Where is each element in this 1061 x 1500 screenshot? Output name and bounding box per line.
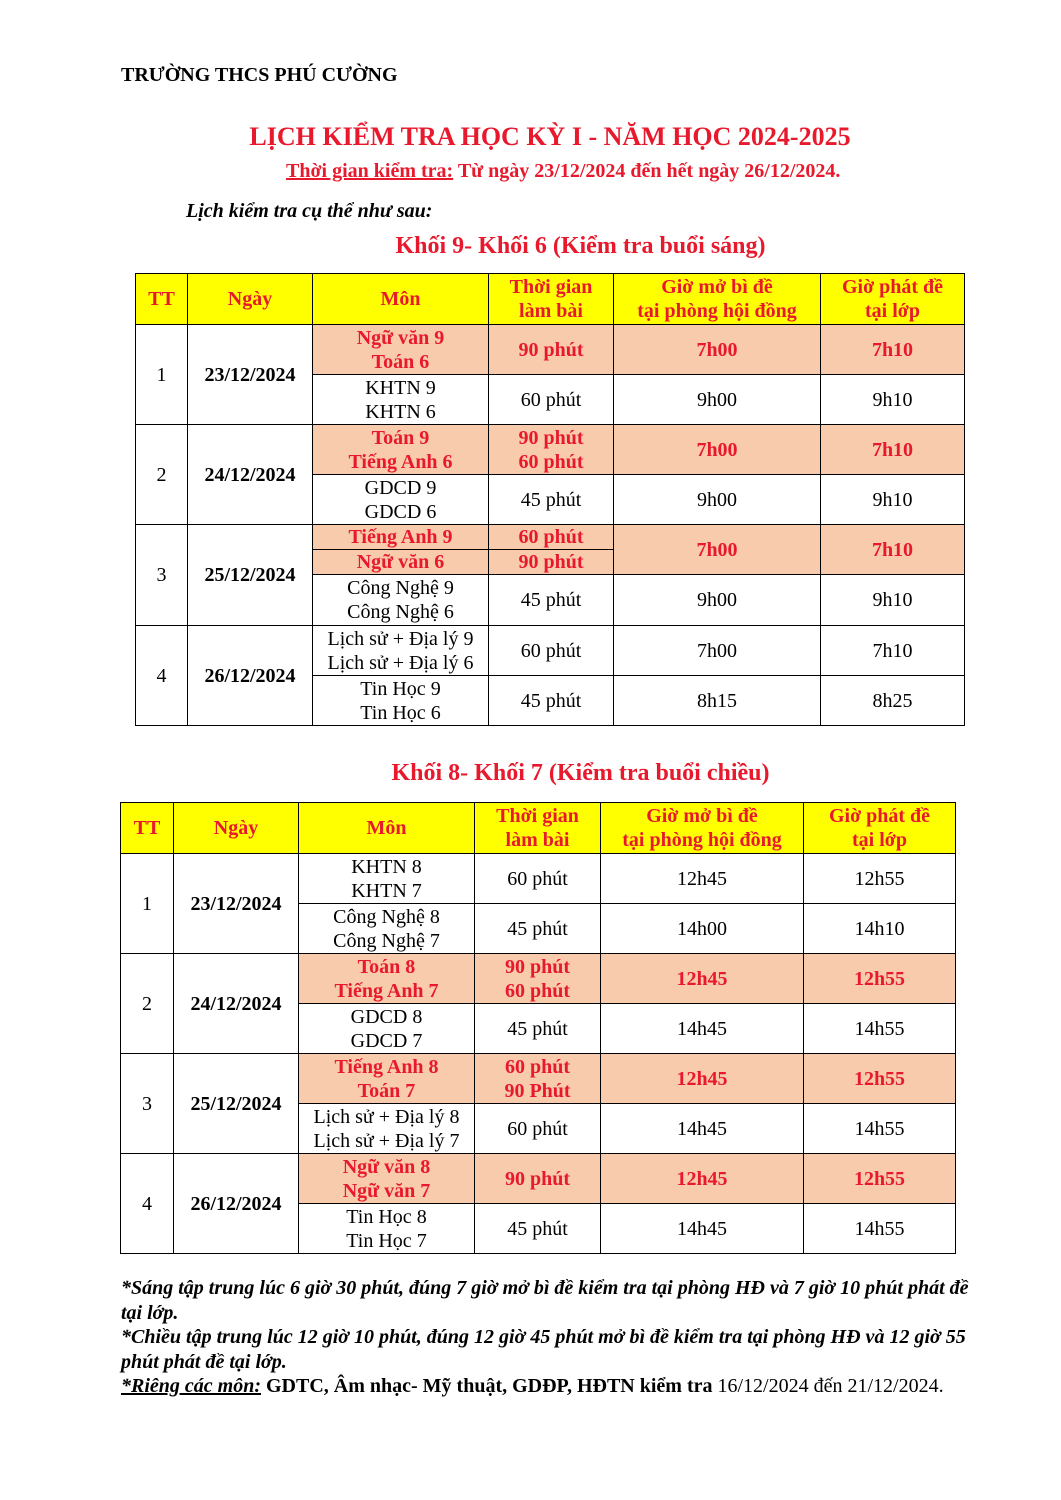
- table-row: [121, 1154, 956, 1204]
- subject-cell: Tiếng Anh 8 Toán 7: [299, 1054, 475, 1104]
- row-date: 24/12/2024: [174, 954, 299, 1054]
- afternoon-schedule-table: [120, 802, 956, 1254]
- open-time-cell: 12h45: [601, 954, 804, 1004]
- row-date: 25/12/2024: [188, 525, 313, 626]
- row-date: 24/12/2024: [188, 425, 313, 525]
- page-title: LỊCH KIỂM TRA HỌC KỲ I - NĂM HỌC 2024-2025: [249, 122, 851, 151]
- table-row: [136, 325, 965, 375]
- duration-cell: 60 phút: [489, 525, 614, 550]
- open-time-cell: 12h45: [601, 1154, 804, 1204]
- table-header-row: [136, 274, 965, 325]
- open-time-cell: 14h45: [601, 1104, 804, 1154]
- subject-cell: KHTN 9 KHTN 6: [313, 375, 489, 425]
- row-date: 26/12/2024: [174, 1154, 299, 1254]
- note-special: [121, 1374, 979, 1399]
- school-name: TRƯỜNG THCS PHÚ CƯỜNG: [121, 64, 398, 86]
- issue-time-cell: 14h55: [804, 1204, 956, 1254]
- note-special-label: *Riêng các môn:: [121, 1375, 261, 1397]
- row-date: 25/12/2024: [174, 1054, 299, 1154]
- open-time-cell: 9h00: [614, 575, 821, 626]
- open-time-cell: 9h00: [614, 375, 821, 425]
- subject-cell: Lịch sử + Địa lý 9 Lịch sử + Địa lý 6: [313, 626, 489, 676]
- table-row: [136, 626, 965, 676]
- open-time-cell: 8h15: [614, 676, 821, 726]
- header-open-time: Giờ mở bì đề tại phòng hội đồng: [601, 803, 804, 854]
- table-row: [136, 525, 965, 550]
- duration-cell: 45 phút: [475, 1204, 601, 1254]
- duration-cell: 60 phút: [489, 626, 614, 676]
- header-day: Ngày: [174, 803, 299, 854]
- subject-cell: KHTN 8 KHTN 7: [299, 854, 475, 904]
- header-issue-time: Giờ phát đề tại lớp: [821, 274, 965, 325]
- header-duration: Thời gian làm bài: [489, 274, 614, 325]
- table-row: [136, 425, 965, 475]
- duration-cell: 90 phút: [475, 1154, 601, 1204]
- table-row: [121, 954, 956, 1004]
- row-date: 23/12/2024: [188, 325, 313, 425]
- header-day: Ngày: [188, 274, 313, 325]
- issue-time-cell: 7h10: [821, 525, 965, 575]
- row-number: 3: [136, 525, 188, 626]
- subject-cell: Ngữ văn 9 Toán 6: [313, 325, 489, 375]
- table-row: [121, 854, 956, 904]
- header-open-time: Giờ mở bì đề tại phòng hội đồng: [614, 274, 821, 325]
- afternoon-section-title: Khối 8- Khối 7 (Kiểm tra buổi chiều): [391, 760, 770, 786]
- issue-time-cell: 14h10: [804, 904, 956, 954]
- table-row: [121, 1054, 956, 1104]
- note-special-subjects: GDTC, Âm nhạc- Mỹ thuật, GDĐP, HĐTN kiểm tra: [261, 1375, 713, 1397]
- duration-cell: 60 phút: [475, 1104, 601, 1154]
- subject-cell: Ngữ văn 8 Ngữ văn 7: [299, 1154, 475, 1204]
- exam-period: [286, 160, 840, 183]
- note-afternoon: *Chiều tập trung lúc 12 giờ 10 phút, đúng 12 giờ 45 phút mở bì đề kiểm tra tại phòng HĐ và 12 giờ 55 phút phát đề tại lớp.: [121, 1326, 966, 1373]
- morning-section-title: Khối 9- Khối 6 (Kiểm tra buổi sáng): [395, 233, 766, 259]
- issue-time-cell: 12h55: [804, 954, 956, 1004]
- notes: [121, 1276, 979, 1399]
- open-time-cell: 7h00: [614, 325, 821, 375]
- issue-time-cell: 7h10: [821, 626, 965, 676]
- table-header-row: [121, 803, 956, 854]
- subject-cell: Ngữ văn 6: [313, 550, 489, 575]
- note-morning: *Sáng tập trung lúc 6 giờ 30 phút, đúng 7 giờ mở bì đề kiểm tra tại phòng HĐ và 7 giờ 10 phút phát đề tại lớp.: [121, 1277, 969, 1324]
- row-number: 1: [136, 325, 188, 425]
- duration-cell: 60 phút 90 Phút: [475, 1054, 601, 1104]
- row-date: 26/12/2024: [188, 626, 313, 726]
- open-time-cell: 14h00: [601, 904, 804, 954]
- open-time-cell: 14h45: [601, 1004, 804, 1054]
- header-tt: TT: [121, 803, 174, 854]
- issue-time-cell: 9h10: [821, 375, 965, 425]
- open-time-cell: 7h00: [614, 425, 821, 475]
- duration-cell: 45 phút: [489, 575, 614, 626]
- subject-cell: Tin Học 9 Tin Học 6: [313, 676, 489, 726]
- exam-period-value: Từ ngày 23/12/2024 đến hết ngày 26/12/2024.: [453, 160, 841, 182]
- issue-time-cell: 9h10: [821, 575, 965, 626]
- duration-cell: 60 phút: [489, 375, 614, 425]
- row-number: 2: [136, 425, 188, 525]
- issue-time-cell: 12h55: [804, 1154, 956, 1204]
- open-time-cell: 9h00: [614, 475, 821, 525]
- open-time-cell: 12h45: [601, 854, 804, 904]
- subject-cell: Lịch sử + Địa lý 8 Lịch sử + Địa lý 7: [299, 1104, 475, 1154]
- row-number: 4: [136, 626, 188, 726]
- issue-time-cell: 9h10: [821, 475, 965, 525]
- duration-cell: 90 phút: [489, 550, 614, 575]
- row-number: 1: [121, 854, 174, 954]
- row-number: 2: [121, 954, 174, 1054]
- open-time-cell: 12h45: [601, 1054, 804, 1104]
- issue-time-cell: 7h10: [821, 425, 965, 475]
- issue-time-cell: 14h55: [804, 1004, 956, 1054]
- duration-cell: 90 phút 60 phút: [489, 425, 614, 475]
- header-duration: Thời gian làm bài: [475, 803, 601, 854]
- subject-cell: Tin Học 8 Tin Học 7: [299, 1204, 475, 1254]
- duration-cell: 45 phút: [489, 475, 614, 525]
- issue-time-cell: 12h55: [804, 1054, 956, 1104]
- issue-time-cell: 8h25: [821, 676, 965, 726]
- subject-cell: GDCD 9 GDCD 6: [313, 475, 489, 525]
- issue-time-cell: 12h55: [804, 854, 956, 904]
- row-date: 23/12/2024: [174, 854, 299, 954]
- intro-text: Lịch kiểm tra cụ thể như sau:: [186, 200, 433, 222]
- exam-period-label: Thời gian kiểm tra:: [286, 160, 454, 182]
- open-time-cell: 7h00: [614, 525, 821, 575]
- subject-cell: Công Nghệ 9 Công Nghệ 6: [313, 575, 489, 626]
- issue-time-cell: 7h10: [821, 325, 965, 375]
- header-subject: Môn: [299, 803, 475, 854]
- subject-cell: Tiếng Anh 9: [313, 525, 489, 550]
- duration-cell: 90 phút: [489, 325, 614, 375]
- duration-cell: 90 phút 60 phút: [475, 954, 601, 1004]
- header-tt: TT: [136, 274, 188, 325]
- subject-cell: Toán 9 Tiếng Anh 6: [313, 425, 489, 475]
- subject-cell: Toán 8 Tiếng Anh 7: [299, 954, 475, 1004]
- open-time-cell: 14h45: [601, 1204, 804, 1254]
- header-issue-time: Giờ phát đề tại lớp: [804, 803, 956, 854]
- note-special-dates: 16/12/2024 đến 21/12/2024.: [712, 1375, 944, 1397]
- subject-cell: Công Nghệ 8 Công Nghệ 7: [299, 904, 475, 954]
- duration-cell: 45 phút: [475, 904, 601, 954]
- morning-schedule-table: [135, 273, 965, 726]
- subject-cell: GDCD 8 GDCD 7: [299, 1004, 475, 1054]
- duration-cell: 60 phút: [475, 854, 601, 904]
- row-number: 4: [121, 1154, 174, 1254]
- issue-time-cell: 14h55: [804, 1104, 956, 1154]
- header-subject: Môn: [313, 274, 489, 325]
- duration-cell: 45 phút: [475, 1004, 601, 1054]
- row-number: 3: [121, 1054, 174, 1154]
- duration-cell: 45 phút: [489, 676, 614, 726]
- open-time-cell: 7h00: [614, 626, 821, 676]
